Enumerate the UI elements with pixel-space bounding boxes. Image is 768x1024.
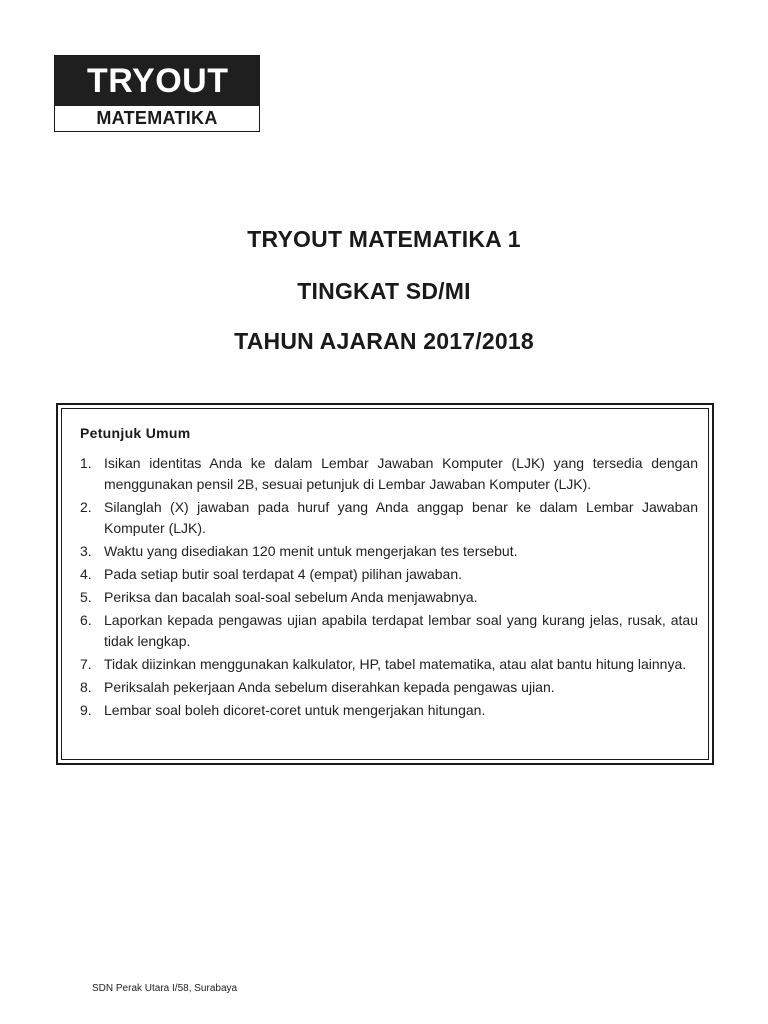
subject-badge — [54, 55, 260, 132]
instruction-item: 7. Tidak diizinkan menggunakan kalkulator, HP, tabel matematika, atau alat bantu hitung lainnya. — [80, 656, 687, 672]
instructions-heading: Petunjuk Umum — [80, 425, 191, 441]
instruction-item: 3. Waktu yang disediakan 120 menit untuk mengerjakan tes tersebut. — [80, 543, 518, 559]
instruction-item: 6. Laporkan kepada pengawas ujian apabila terdapat lembar soal yang kurang jelas, rusak, atau tidak lengkap. — [80, 612, 698, 649]
instruction-item: 1. Isikan identitas Anda ke dalam Lembar Jawaban Komputer (LJK) yang tersedia dengan menggunakan pensil 2B, sesuai petunjuk di Lembar Jawaban Komputer (LJK). — [80, 455, 698, 492]
document-title: TRYOUT MATEMATIKA 1 — [247, 226, 521, 252]
level-title: TINGKAT SD/MI — [297, 278, 471, 304]
instruction-item: 4. Pada setiap butir soal terdapat 4 (empat) pilihan jawaban. — [80, 566, 462, 582]
instructions-box-inner — [61, 408, 709, 760]
instruction-item: 9. Lembar soal boleh dicoret-coret untuk mengerjakan hitungan. — [80, 702, 486, 718]
badge-subtitle: MATEMATIKA — [96, 108, 218, 128]
footer-school-name: SDN Perak Utara I/58, Surabaya — [92, 983, 238, 994]
school-year-title: TAHUN AJARAN 2017/2018 — [234, 328, 534, 354]
instruction-item: 5. Periksa dan bacalah soal-soal sebelum Anda menjawabnya. — [80, 589, 478, 605]
instructions-box — [56, 403, 714, 765]
instruction-item: 2. Silanglah (X) jawaban pada huruf yang Anda anggap benar ke dalam Lembar Jawaban Komputer (LJK). — [80, 499, 698, 536]
badge-title: TRYOUT — [55, 56, 259, 106]
instructions-list — [80, 453, 698, 723]
instruction-item: 8. Periksalah pekerjaan Anda sebelum diserahkan kepada pengawas ujian. — [80, 679, 555, 695]
